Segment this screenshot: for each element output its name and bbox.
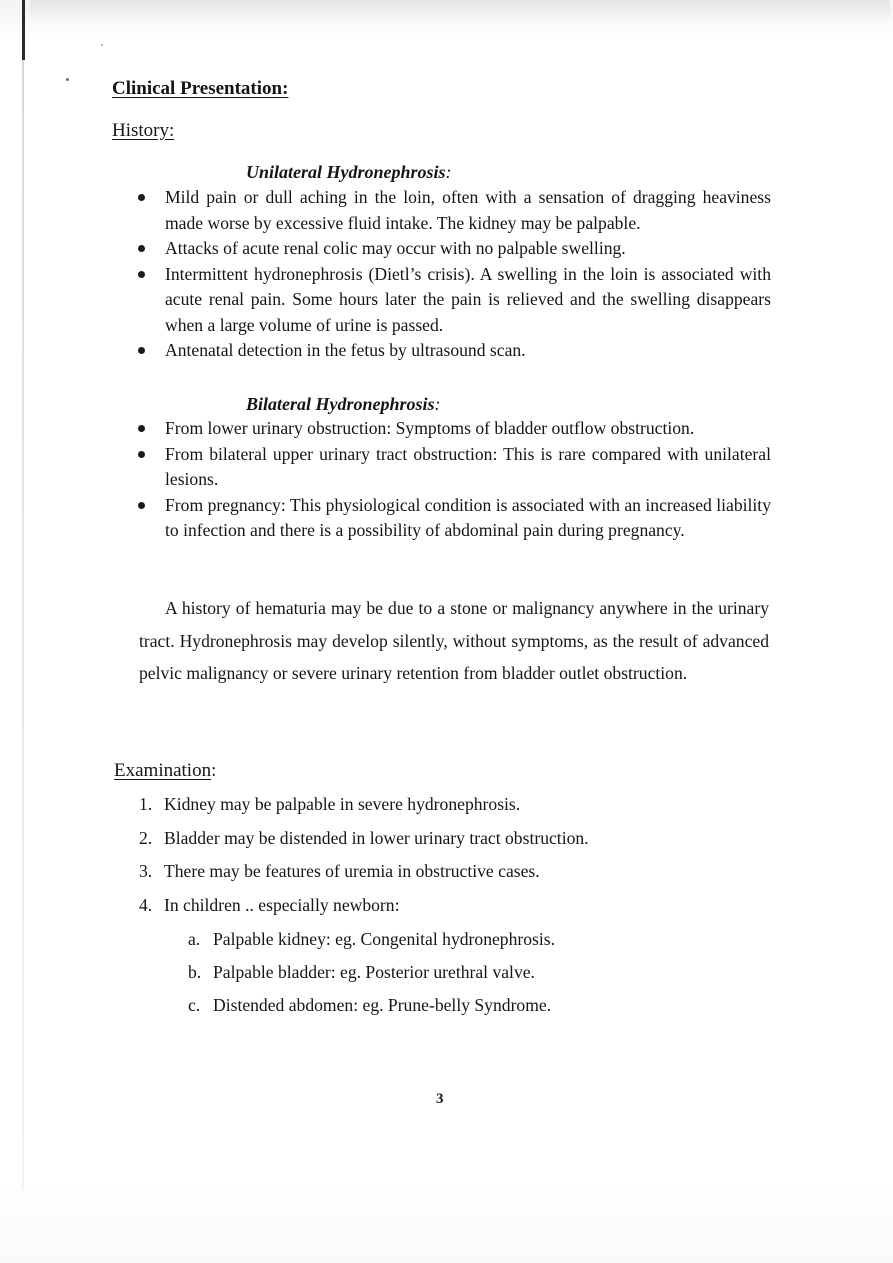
examination-label-text: Examination [114,760,212,781]
list-item [139,792,589,826]
list-marker: 2. [139,827,153,848]
bilateral-list [165,416,771,544]
list-item [165,416,771,442]
list-item-text: Distended abdomen: eg. Prune-belly Syndrome. [213,995,552,1015]
history-label: History: [112,120,175,141]
section-heading: Clinical Presentation: [112,78,289,99]
list-item [165,185,771,236]
list-marker: 1. [139,794,153,814]
bilateral-title-text: Bilateral Hydronephrosis [246,394,435,414]
list-item-text: From bilateral upper urinary tract obstruction: This is rare compared with unilateral lesions. [165,443,771,489]
list-item [139,893,589,927]
list-item-text: Attacks of acute renal colic may occur with no palpable swelling. [165,238,626,258]
bilateral-title [246,394,441,415]
scan-edge-faint [22,60,24,1190]
list-item-text: There may be features of uremia in obstructive cases. [164,861,540,882]
list-item [165,338,771,364]
list-item [188,960,555,993]
list-item [165,236,771,262]
unilateral-title-text: Unilateral Hydronephrosis [246,162,446,182]
list-item-text: In children .. especially newborn: [164,895,400,916]
list-item [139,826,589,860]
list-item [188,927,555,960]
list-item [165,493,771,544]
page-number: 3 [436,1091,444,1107]
list-item [165,262,771,339]
list-item-text: Palpable kidney: eg. Congenital hydronephrosis. [213,929,556,949]
examination-sublist [188,927,555,1026]
scan-shadow [30,0,890,22]
list-item-text: Palpable bladder: eg. Posterior urethral valve. [213,962,535,982]
scan-speck [66,78,69,81]
history-paragraph: A history of hematuria may be due to a stone or malignancy anywhere in the urinary tract. Hydronephrosis may develop silently, without symptoms, as the result of advanced pelvic malignancy or severe urinary retention from bladder outlet obstruction. [139,598,769,683]
list-item-text: From lower urinary obstruction: Symptoms of bladder outflow obstruction. [165,418,695,438]
list-marker: b. [188,962,202,982]
bullet-dot [138,347,145,354]
bullet-dot [138,502,145,509]
list-marker: 4. [139,895,153,916]
list-item-text: Mild pain or dull aching in the loin, often with a sensation of dragging heaviness made worse by excessive fluid intake. The kidney may be palpable. [165,187,771,233]
bilateral-title-colon: : [434,394,441,414]
examination-list [139,792,589,927]
list-marker: a. [188,929,201,949]
bullet-dot [138,194,145,201]
list-item [165,442,771,493]
bullet-dot [138,245,145,252]
unilateral-list [165,185,771,364]
bullet-dot [138,271,145,278]
bullet-dot [138,451,145,458]
list-item-text: Bladder may be distended in lower urinary tract obstruction. [164,827,589,848]
list-marker: c. [188,995,201,1015]
list-item-text: Antenatal detection in the fetus by ultrasound scan. [165,340,526,360]
list-item [188,993,555,1026]
unilateral-title-colon: : [445,162,452,182]
unilateral-title [246,162,452,183]
bullet-dot [138,425,145,432]
scan-speck [101,44,103,46]
scan-edge-line [22,0,25,60]
list-marker: 3. [139,861,153,882]
list-item-text: Intermittent hydronephrosis (Dietl’s crisis). A swelling in the loin is associated with acute renal pain. Some hours later the pain is relieved and the swelling disappears when a large volume of urine is passed. [165,263,771,335]
list-item-text: Kidney may be palpable in severe hydronephrosis. [164,794,521,814]
list-item [139,859,589,893]
list-item-text: From pregnancy: This physiological condition is associated with an increased liability to infection and there is a possibility of abdominal pain during pregnancy. [165,494,771,540]
examination-label-colon: : [211,760,217,781]
examination-label [114,760,216,782]
